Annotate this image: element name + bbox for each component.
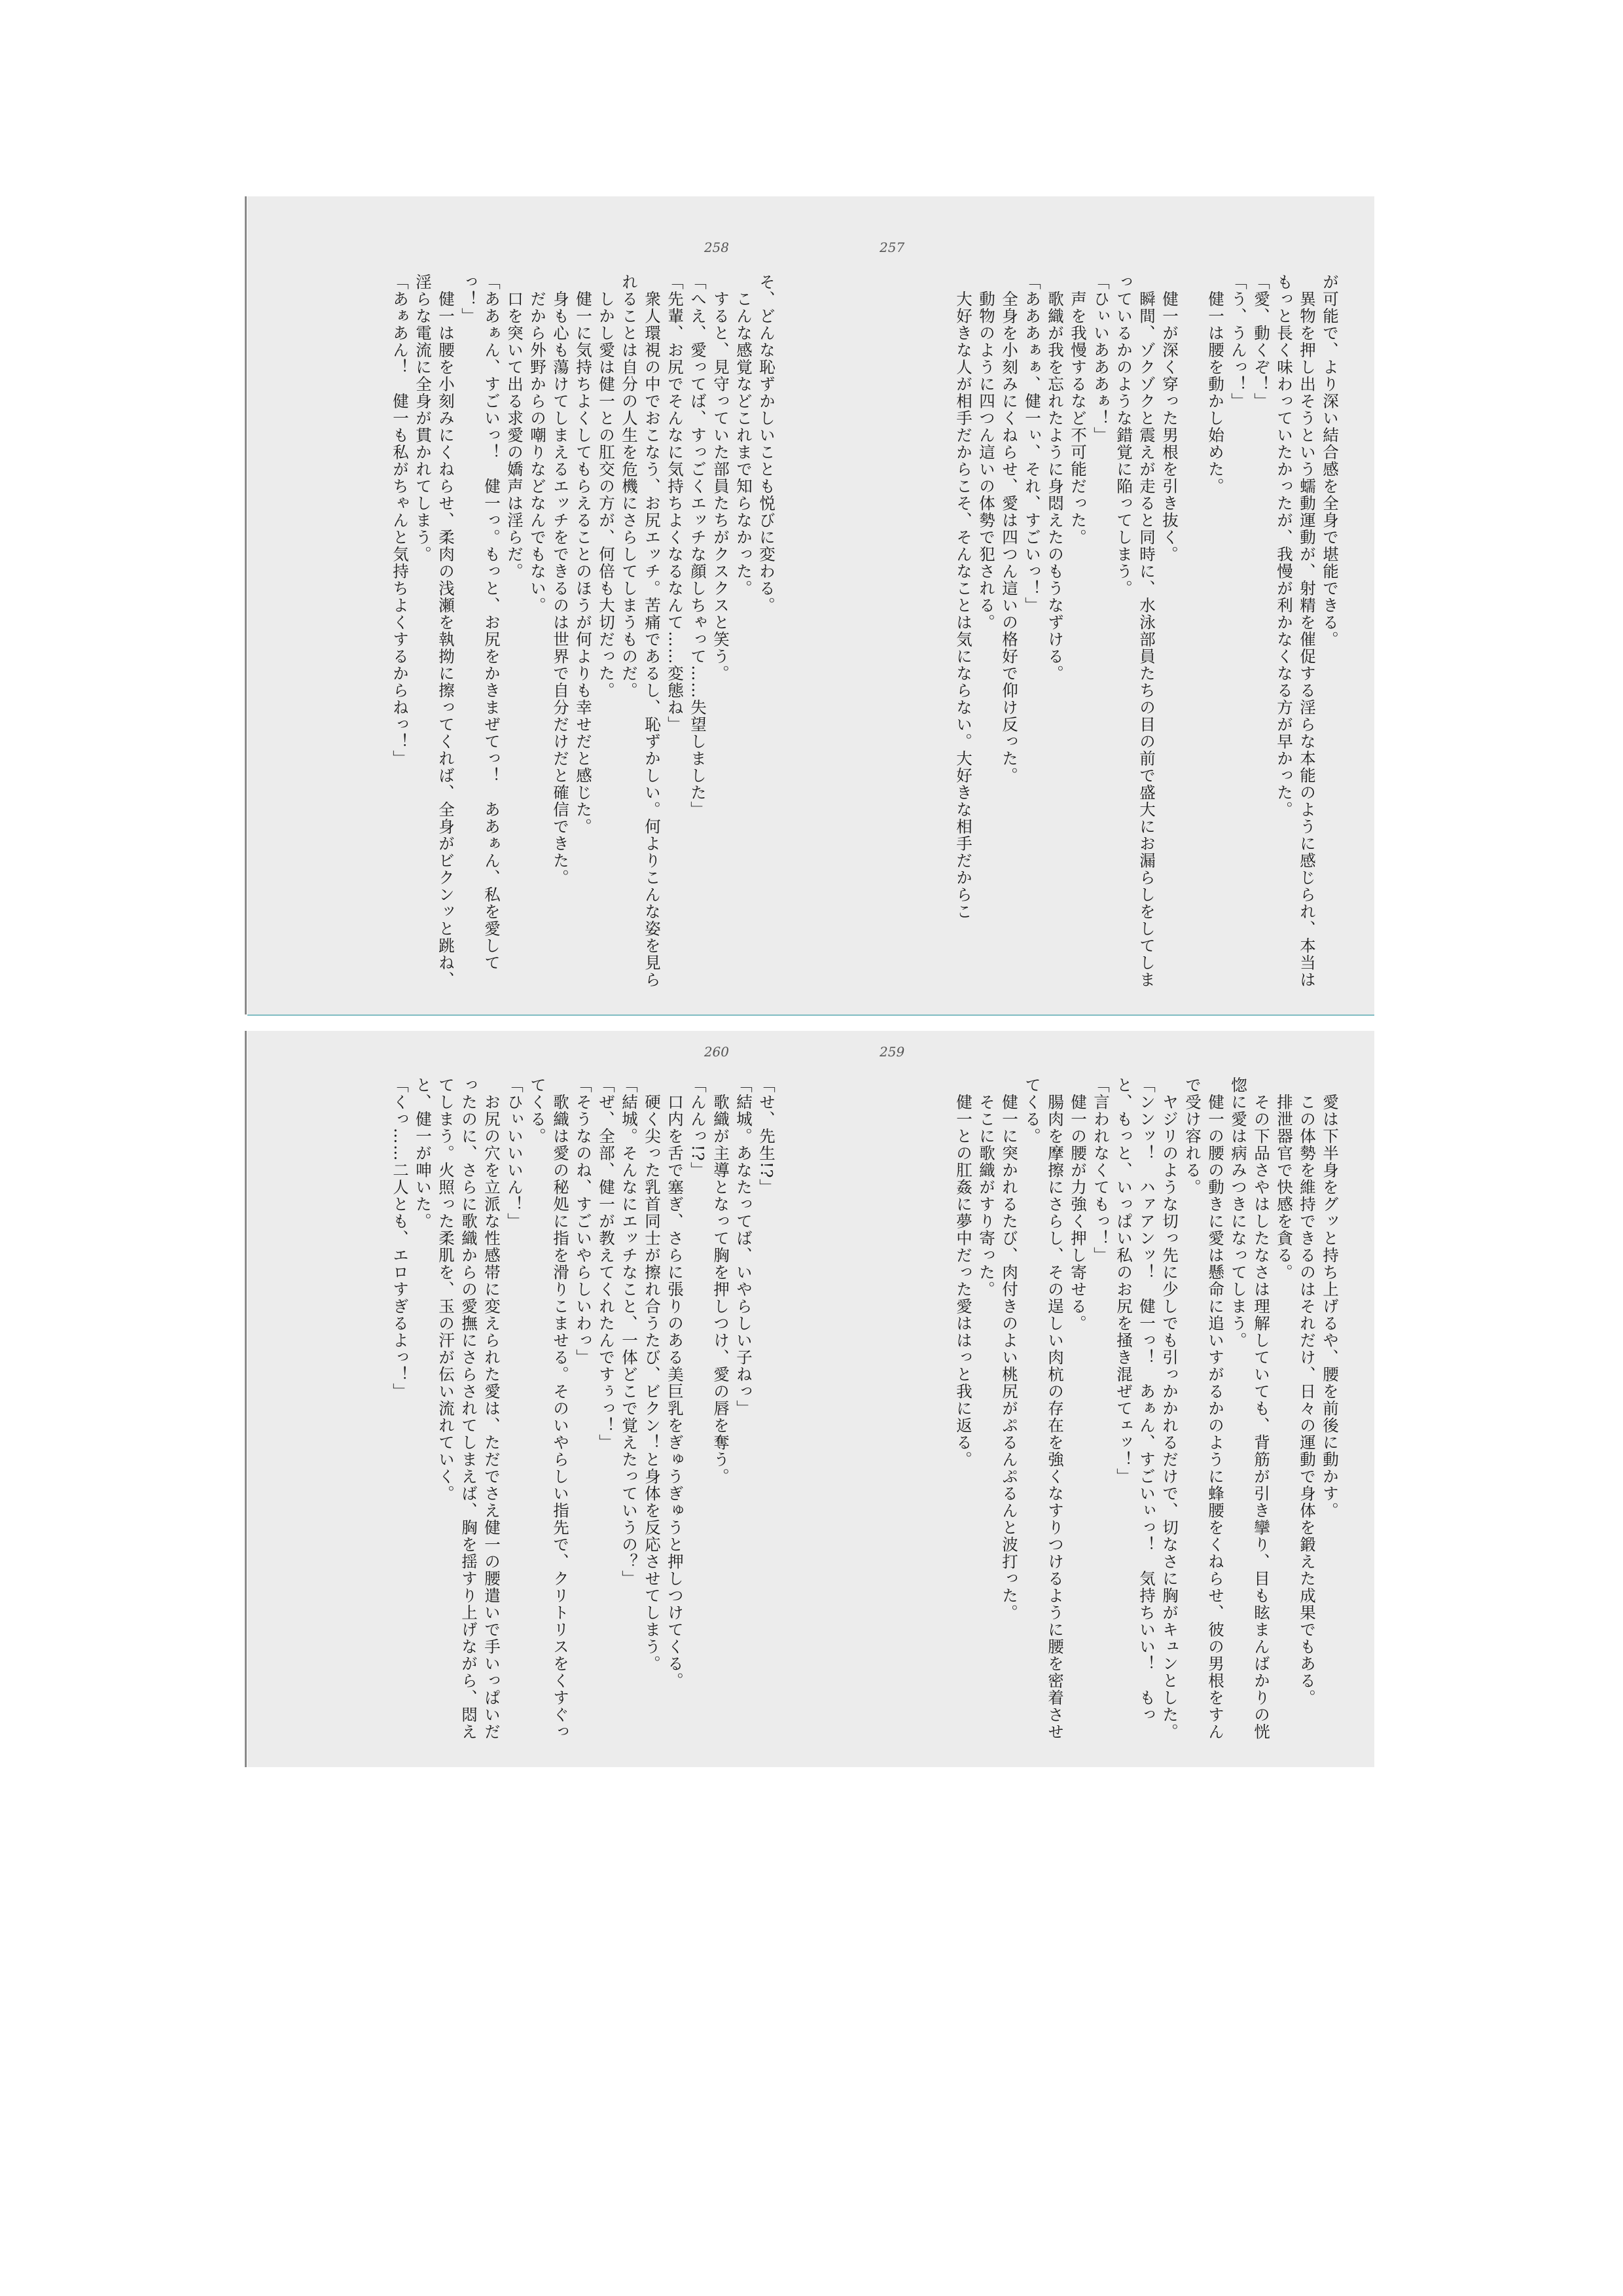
paragraph: 異物を押し出そうという蠕動運動が、射精を催促する淫らな本能のように感じられ、本当はもっと長く味わっていたかったが、我慢が利かなくなる方が早かった。	[1275, 274, 1317, 988]
paragraph: 健一の腰が力強く押し寄せる。	[1069, 1077, 1088, 1332]
page-number: 260	[704, 1044, 729, 1060]
paragraph: そこに歌織がすり寄った。	[977, 1077, 996, 1298]
paragraph: 声を我慢するなど不可能だった。	[1069, 274, 1088, 546]
paragraph: 腸肉を摩擦にさらし、その逞しい肉杭の存在を強くなすりつけるように腰を密着させてくる。	[1023, 1077, 1065, 1740]
paragraph: 健一の腰の動きに愛は懸命に追いすがるかのように蜂腰をくねらせ、彼の男根をすんで受け容れる。	[1183, 1077, 1225, 1740]
paragraph: 「結城。そんなにエッチなこと、一体どこで覚えたっていうの？」	[620, 1077, 639, 1587]
paragraph: 硬く尖った乳首同士が擦れ合うたび、ビクン！と身体を反応させてしまう。	[643, 1077, 662, 1672]
paragraph: お尻の穴を立派な性感帯に変えられた愛は、ただでさえ健一の腰遣いで手いっぱいだったのに、さらに歌織からの愛撫にさらされてしまえば、胸を揺すり上げながら、悶えてしまう。火照った柔肌を、玉の汗が伝い流れていく。	[437, 1077, 501, 1740]
paragraph: 「言われなくてもっ！」	[1092, 1077, 1111, 1264]
paragraph: 健一は腰を小刻みにくねらせ、柔肉の浅瀬を執拗に擦ってくれば、全身がビクンッと跳ね、淫らな電流に全身が貫かれてしまう。	[414, 274, 455, 988]
paragraph: 「あああぁぁ、健一ぃ、それ、すごいっ！」	[1023, 274, 1042, 614]
paragraph: 口内を舌で塞ぎ、さらに張りのある美巨乳をぎゅうぎゅうと押しつけてくる。	[666, 1077, 685, 1689]
paragraph: この体勢を維持できるのはそれだけ、日々の運動で身体を鍛えた成果でもある。	[1298, 1077, 1317, 1706]
page-number: 258	[704, 240, 729, 255]
paragraph: 大好きな人が相手だからこそ、そんなことは気にならない。大好きな相手だからこ	[954, 274, 973, 920]
page-left	[247, 196, 811, 1014]
paragraph: 「せ、先生!?」	[757, 1077, 776, 1196]
paragraph: 衆人環視の中でおこなう、お尻エッチ。苦痛であるし、恥ずかしい。何よりこんな姿を見られることは自分の人生を危機にさらしてしまうものだ。	[620, 274, 662, 988]
page-right	[811, 1031, 1374, 1767]
paragraph: 健一に気持ちよくしてもらえることのほうが何よりも幸せだと感じた。	[574, 274, 593, 835]
paragraph: 「先輩、お尻でそんなに気持ちよくなるなんて……変態ね」	[666, 274, 685, 733]
paragraph: だから外野からの嘲りなどなんでもない。	[528, 274, 547, 614]
paragraph: 「ぜ、全部、健一が教えてくれたんですぅっ！」	[597, 1077, 616, 1451]
paragraph: 歌織が我を忘れたように身悶えたのもうなずける。	[1046, 274, 1065, 682]
paragraph: 愛は下半身をグッと持ち上げるや、腰を前後に動かす。	[1321, 1077, 1340, 1519]
paragraph: 「んんっ!?」	[688, 1077, 707, 1179]
page-number: 257	[880, 240, 905, 255]
page-left	[247, 1031, 811, 1767]
paragraph: 健一が深く穿った男根を引き抜く。	[1160, 274, 1179, 563]
paragraph: 瞬間、ゾクゾクと震えが走ると同時に、水泳部員たちの目の前で盛大にお漏らしをしてしまっているかのような錯覚に陥ってしまう。	[1115, 274, 1156, 988]
paragraph: 「ンンッ！ ハァアンッ！ 健一っ！ あぁん、すごいぃっ！ 気持ちいい！ もっと、もっと、いっぱい私のお尻を掻き混ぜてェッ！」	[1115, 1077, 1156, 1723]
paragraph: 健一は腰を動かし始めた。	[1206, 274, 1225, 495]
spread-divider-line	[247, 1014, 1374, 1016]
paragraph: 「あぁあん！ 健一も私がちゃんと気持ちよくするからねっ！」	[391, 274, 410, 767]
page-body	[837, 274, 1342, 992]
paragraph: その下品さやはしたなさは理解していても、背筋が引き攣り、目も眩まんばかりの恍惚に愛は病みつきになってしまう。	[1229, 1077, 1271, 1740]
scan-edge-line-bottom	[245, 1031, 247, 1767]
paragraph: 動物のように四つん這いの体勢で犯される。	[977, 274, 996, 631]
paragraph: 健一に突かれるたび、肉付きのよい桃尻がぷるんぷるんと波打った。	[1000, 1077, 1019, 1621]
paragraph: 排泄器官で快感を貪る。	[1275, 1077, 1294, 1281]
paragraph: こんな感覚などこれまで知らなかった。	[734, 274, 753, 597]
book-spread-top	[247, 196, 1374, 1014]
paragraph: ヤジリのような切っ先に少しでも引っかかれるだけで、切なさに胸がキュンとした。	[1160, 1077, 1179, 1740]
page-body	[274, 1077, 778, 1745]
scan-edge-line-top	[245, 196, 247, 1014]
paragraph: 全身を小刻みにくねらせ、愛は四つん這いの格好で仰け反った。	[1000, 274, 1019, 784]
paragraph: 「そうなのね、すごいやらしいわっ」	[574, 1077, 593, 1366]
page-body	[274, 274, 778, 992]
paragraph	[1181, 274, 1204, 992]
paragraph: 「う、うんっ！」	[1229, 274, 1248, 410]
paragraph: 「くっ……二人とも、エロすぎるよっ！」	[391, 1077, 410, 1400]
paragraph: 身も心も蕩けてしまえるエッチをできるのは世界で自分だけだと確信できた。	[551, 274, 570, 886]
paragraph: と、健一が呻いた。	[414, 1077, 433, 1230]
paragraph: 「へえ、愛ってば、すっごくエッチな顔しちゃって……失望しました」	[688, 274, 707, 818]
paragraph: すると、見守っていた部員たちがクスクスと笑う。	[711, 274, 730, 682]
page-number: 259	[880, 1044, 905, 1060]
paragraph: 「ああぁん、すごいっ！ 健一っ。もっと、お尻をかきまぜてっ！ ああぁん、私を愛してっ！」	[459, 274, 501, 971]
paragraph: 口を突いて出る求愛の嬌声は淫らだ。	[505, 274, 524, 580]
paragraph: が可能で、より深い結合感を全身で堪能できる。	[1321, 274, 1340, 648]
book-spread-bottom	[247, 1031, 1374, 1767]
paragraph: そ、どんな恥ずかしいことも悦びに変わる。	[757, 274, 776, 614]
paragraph: 健一との肛姦に夢中だった愛ははっと我に返る。	[954, 1077, 973, 1468]
paragraph: しかし愛は健一との肛交の方が、何倍も大切だった。	[597, 274, 616, 699]
paragraph: 歌織が主導となって胸を押しつけ、愛の唇を奪う。	[711, 1077, 730, 1485]
paragraph: 歌織は愛の秘処に指を滑りこませる。そのいやらしい指先で、クリトリスをくすぐってくる。	[528, 1077, 570, 1740]
paragraph: 「ひぃいいいん！」	[505, 1077, 524, 1230]
page-right	[811, 196, 1374, 1014]
paragraph: 「ひぃいあああぁ！」	[1092, 274, 1111, 444]
page-body	[837, 1077, 1342, 1745]
paragraph: 「結城。あなたってば、いやらしい子ねっ」	[734, 1077, 753, 1417]
paragraph: 「愛、動くぞ！」	[1252, 274, 1271, 410]
